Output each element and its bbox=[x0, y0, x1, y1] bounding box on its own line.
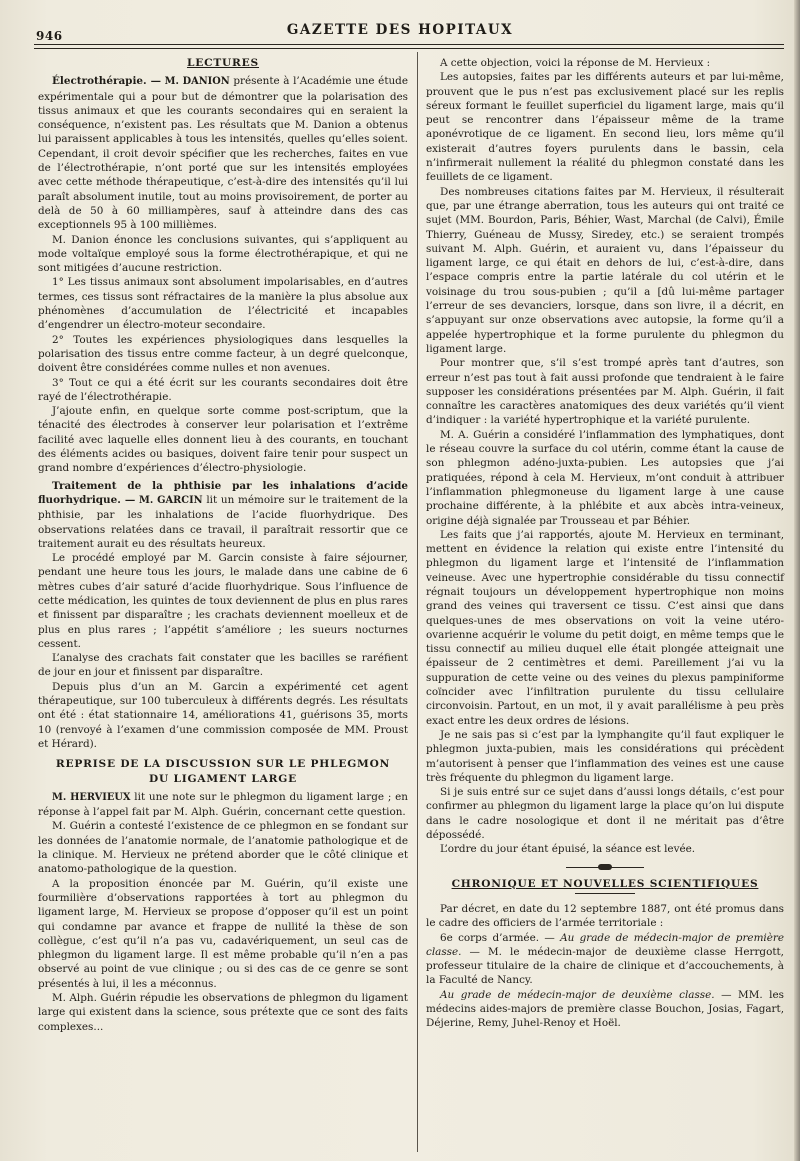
column-divider bbox=[417, 52, 418, 1152]
electrotherapie-lead: Électrothérapie. — bbox=[52, 75, 161, 88]
corps-armee: 6e corps d’armée. — bbox=[440, 931, 555, 944]
right-column bbox=[426, 56, 784, 1031]
chronique-heading: CHRONIQUE ET NOUVELLES SCIENTIFIQUES bbox=[451, 877, 759, 890]
page-number: 946 bbox=[36, 29, 63, 43]
paragraph-procede: Le procédé employé par M. Garcin consiste à faire séjourner, pendant une heure tous les jours, le malade dans une cabine de 6 mètres cubes d’air saturé d’acide fluorhydrique. Sous l’influence de cette médication, les quintes de toux deviennent de plus en plus rares et finissent par disparaître ; les crachats deviennent moelleux et de plus en plus rares ; l’appétit s’améliore ; les sueurs nocturnes cessent. bbox=[38, 552, 408, 650]
paragraph-fourmiliere: A la proposition énoncée par M. Guérin, qu’il existe une fourmilière d’observations rapportées à tort au phlegmon du ligament large, M. Hervieux se propose d’opposer qu’il est un point qui condamne par avance et frappe de nullité la thèse de son collègue, c’est qu’il n’a pas vu, cadavériquement, un seul cas de phlegmon du ligament large. Il est même probable qu’il n’en a pas observé au point de vue clinique ; ou si des cas de ce genre se sont présentés à lui, il les a méconnus. bbox=[38, 877, 408, 990]
phthisie-lead: Traitement de la phthisie par les inhalations d’acide fluorhydrique. — bbox=[38, 479, 408, 506]
paragraph-montrer: Pour montrer que, s’il s’est trompé après tant d’autres, son erreur n’est pas tout à fait aussi profonde que tendraient à le faire supposer les considérations présentées par M. Alph. Guérin, il fait connaître les caractères anatomiques des deux variétés qu’il vient d’indiquer : la variété hypertrophique et la variété purulente. bbox=[426, 357, 784, 427]
paragraph-lymphatiques: M. A. Guérin a considéré l’inflammation des lymphatiques, dont le réseau couvre la surface du col utérin, comme étant la cause de son phlegmon adéno-juxta-pubien. Les autopsies que j’ai pratiquées, répond à cela M. Hervieux, m’ont conduit à attribuer l’inflammation phlegmoneuse du ligament large à une cause prochaine différente, à la phlébite et aux abcès intra-veineux, origine déjà signalée par Trousseau et par Béhier. bbox=[426, 428, 784, 527]
paragraph-electrotherapie bbox=[38, 74, 408, 232]
phthisie-text: lit un mémoire sur le traitement de la phthisie, par les inhalations de l’acide fluorhydrique. Des observations relatées dans ce travail, il paraîtrait ressortir que ce traitement aurait eu des résultats heureux. bbox=[38, 493, 408, 550]
header-rule-thin bbox=[34, 48, 784, 49]
hervieux-note-text: lit une note sur le phlegmon du ligament large ; en réponse à l’appel fait par M. Alph. Guérin, concernant cette question. bbox=[38, 790, 408, 819]
paragraph-faits-rapportes: Les faits que j’ai rapportés, ajoute M. Hervieux en terminant, mettent en évidence la relation qui existe entre l’intensité du phlegmon du ligament large et l’intensité de l’inflammation veineuse. Avec une hypertrophie considérable du tissu connectif régnait toujours un développement hypertrophique non moins grand des veines qui traversent ce tissu. C’est ainsi que dans quelques-unes de mes observations on voit la veine utéro-ovarienne acquérir le volume du petit doigt, en même temps que le tissu connectif au milieu duquel elle était plongée atteignait une épaisseur de 2 centimètres et demi. Pareillement j’ai vu la suppuration de cette veine ou des veines du plexus pampiniforme coïncider avec l’infiltration purulente du tissu cellulaire circonvoisin. Partout, en un mot, il y avait parallélisme à peu près exact entre les deux ordres de lésions. bbox=[426, 528, 784, 727]
chronique-rule bbox=[575, 893, 635, 894]
reprise-heading-line1: REPRISE DE LA DISCUSSION SUR LE PHLEGMON bbox=[55, 758, 391, 771]
paragraph-decret: Par décret, en date du 12 septembre 1887, ont été promus dans le cadre des officiers de l’armée territoriale : bbox=[426, 902, 784, 930]
author-hervieux: M. HERVIEUX bbox=[52, 791, 131, 803]
premiere-classe-text: — M. le médecin-major de deuxième classe Herrgott, professeur titulaire de la chaire de clinique et d’accouchements, à la Faculté de Nancy. bbox=[426, 945, 784, 987]
paragraph-postscriptum: J’ajoute enfin, en quelque sorte comme post-scriptum, que la ténacité des électrodes à conserver leur polarisation et l’extrême facilité avec laquelle elles donnent lieu à des courants, en touchant des éléments acides ou basiques, doivent faire tenir pour suspect un grand nombre d’expériences d’électro-physiologie. bbox=[38, 405, 408, 475]
page-edge-shadow bbox=[794, 0, 800, 1161]
paragraph-objection: A cette objection, voici la réponse de M. Hervieux : bbox=[440, 57, 711, 69]
paragraph-citations: Des nombreuses citations faites par M. Hervieux, il résulterait que, par une étrange aberration, tous les auteurs qui ont traité ce sujet (MM. Bourdon, Paris, Béhier, Wast, Marchal (de Calvi), Émile Thierry, Guéneau de Mussy, Siredey, etc.) se seraient trompés suivant M. Alph. Guérin, et auraient vu, dans l’épaisseur du ligament large, ce qui était en dehors de lui, c’est-à-dire, dans l’espace compris entre la partie latérale du col utérin et le voisinage du trou sous-pubien ; qu’il a [dû lui-même partager l’erreur de ses devanciers, lorsque, dans son livre, il a décrit, en s’appuyant sur onze observations avec autopsie, la forme qu’il a appelée hypertrophique et la forme purulente du phlegmon du ligament large. bbox=[426, 185, 784, 355]
grade-premiere-classe: Au grade de médecin-major de première classe. bbox=[426, 931, 785, 958]
paragraph-autopsies: Les autopsies, faites par les différents auteurs et par lui-même, prouvent que le pus n’est pas exclusivement placé sur les replis séreux formant le feuillet superficiel du ligament large, mais qu’il peut se rencontrer dans l’épaisseur même de la trame aponévrotique de ce ligament. En second lieu, lors même qu’il existerait d’autres foyers purulents dans le bassin, cela n’infirmerait nullement la réalité du phlegmon constaté dans les feuillets de ce ligament. bbox=[426, 71, 784, 184]
reprise-heading-line2: DU LIGAMENT LARGE bbox=[148, 772, 298, 785]
lectures-heading: LECTURES bbox=[186, 57, 259, 69]
paragraph-seance-levee: L’ordre du jour étant épuisé, la séance est levée. bbox=[440, 843, 696, 856]
left-column bbox=[38, 56, 408, 1034]
paragraph-conclusion-3: 3° Tout ce qui a été écrit sur les courants secondaires doit être rayé de l’électrothérapie. bbox=[38, 376, 408, 403]
paragraph-guerin-conteste: M. Guérin a contesté l’existence de ce phlegmon en se fondant sur les données de l’anatomie normale, de l’anatomie pathologique et de la clinique. M. Hervieux ne prétend aborder que le côté clinique et anatomo-pathologique de la question. bbox=[38, 820, 408, 876]
paragraph-conclusion-2: 2° Toutes les expériences physiologiques dans lesquelles la polarisation des tissus entre comme facteur, à un degré quelconque, doivent être considérées comme nulles et non avenues. bbox=[38, 333, 408, 375]
paragraph-premiere-classe bbox=[426, 931, 784, 988]
paragraph-phthisie bbox=[38, 479, 408, 551]
paragraph-details: Si je suis entré sur ce sujet dans d’aussi longs détails, c’est pour confirmer au phlegmon du ligament large la place qu’on lui dispute dans le cadre nosologique et dont il ne méritait pas d’être dépossédé. bbox=[426, 786, 784, 842]
header-rule bbox=[34, 44, 784, 45]
deuxieme-classe-text: — MM. les médecins aides-majors de première classe Bouchon, Josias, Fagart, Déjerine, Remy, Juhel-Renoy et Hoël. bbox=[426, 988, 784, 1030]
paragraph-crachats: L’analyse des crachats fait constater que les bacilles se raréfient de jour en jour et finissent par disparaître. bbox=[38, 652, 408, 679]
paragraph-conclusions: M. Danion énonce les conclusions suivantes, qui s’appliquent au mode voltaïque employé sous la forme électrothérapique, et qui ne sont mitigées d’aucune restriction. bbox=[38, 233, 408, 275]
paragraph-conclusion-1: 1° Les tissus animaux sont absolument impolarisables, en d’autres termes, ces tissus sont réfractaires de la manière la plus absolue aux phénomènes d’accumulation de l’électricité et incapables d’engendrer un électro-moteur secondaire. bbox=[38, 276, 408, 332]
paragraph-hervieux-note bbox=[38, 790, 408, 820]
paragraph-lymphangite: Je ne sais pas si c’est par la lymphangite qu’il faut expliquer le phlegmon juxta-pubien, mais les considérations qui précèdent m’autorisent à penser que l’inflammation des veines est une cause très fréquente du phlegmon du ligament large. bbox=[426, 728, 784, 784]
grade-deuxieme-classe: Au grade de médecin-major de deuxième classe. bbox=[440, 988, 715, 1001]
journal-title: GAZETTE DES HOPITAUX bbox=[286, 22, 514, 38]
paragraph-guerin-repudie: M. Alph. Guérin répudie les observations de phlegmon du ligament large qui existent dans la science, sous prétexte que ce sont des faits complexes... bbox=[38, 992, 408, 1033]
electrotherapie-text: présente à l’Académie une étude expérimentale qui a pour but de démontrer que la polarisation des tissus animaux et que les courants secondaires qui en seraient la conséquence, n’existent pas. Les résultats que M. Danion a obtenus lui paraissent applicables à tous les intensités, quelles qu’elles soient. Cependant, il croit devoir spécifier que les recherches, faites en vue de l’électrothérapie, n’ont porté que sur les intensités employées avec cette méthode thérapeutique, c’est-à-dire des intensités qu’il lui paraît absolument inutile, tout au moins provisoirement, de porter au delà de 50 à 60 milliampères, sauf à atteindre dans des cas exceptionnels 95 à 100 millièmes. bbox=[38, 75, 408, 232]
paragraph-resultats: Depuis plus d’un an M. Garcin a expérimenté cet agent thérapeutique, sur 100 tuberculeux à différents degrés. Les résultats ont été : état stationnaire 14, améliorations 41, guérisons 35, morts 10 (renvoyé à l’examen d’une commission composée de MM. Proust et Hérard). bbox=[38, 680, 408, 750]
author-danion: M. DANION bbox=[164, 76, 230, 88]
paragraph-deuxieme-classe bbox=[426, 988, 784, 1031]
author-garcin: M. GARCIN bbox=[139, 494, 203, 506]
section-separator-ornament bbox=[426, 863, 784, 871]
